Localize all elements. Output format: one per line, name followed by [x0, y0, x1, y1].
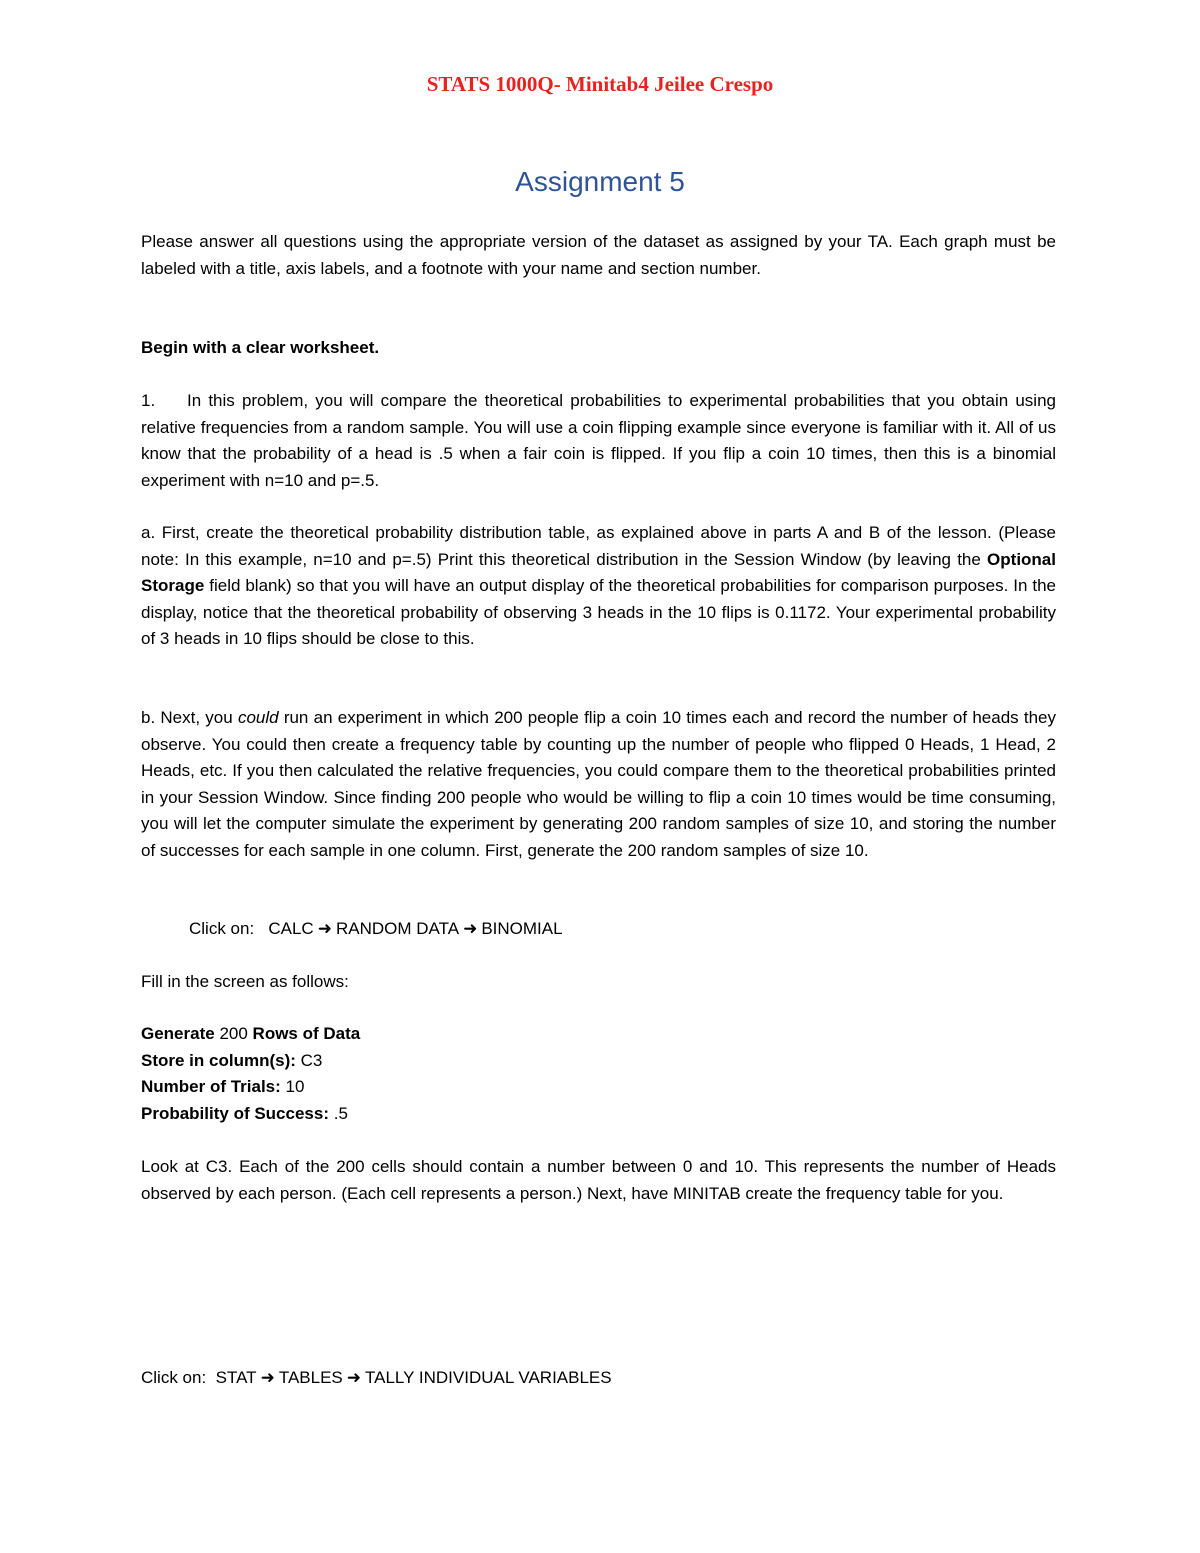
optional-storage-term: Optional Storage	[141, 549, 1056, 595]
intro-paragraph: Please answer all questions using the appropriate version of the dataset as assigned by your TA. Each graph must be labeled with a title, axis labels, and a footnote with your name and section number.	[141, 232, 1056, 278]
click-instruction-calc	[141, 916, 1056, 943]
part-a-text-2: field blank) so that you will have an output display of the theoretical probabilities for comparison purposes. In the display, notice that the theoretical probability of observing 3 heads in the 10 flips is 0.1172. Your experimental probability of 3 heads in 10 flips should be close to this.	[141, 576, 1056, 648]
menu-tables: TABLES	[278, 1368, 343, 1387]
part-b-text-1: b. Next, you	[141, 708, 238, 727]
assignment-title: Assignment 5	[515, 166, 685, 197]
field-store-column: Store in column(s): C3	[141, 1050, 323, 1070]
part-b-text-2: run an experiment in which 200 people flip a coin 10 times each and record the number of heads they observe. You could then create a frequency table by counting up the number of people who flipped 0 Heads, 1 Head, 2 Heads, etc. If you then calculated the relative frequencies, you could compare them to the theoretical probabilities printed in your Session Window. Since finding 200 people who would be willing to flip a coin 10 times would be time consuming, you will let the computer simulate the experiment by generating 200 random samples of size 10, and storing the number of successes for each sample in one column. First, generate the 200 random samples of size 10.	[141, 708, 1057, 860]
arrow-icon: ➜	[346, 1368, 362, 1387]
look-paragraph: Look at C3. Each of the 200 cells should contain a number between 0 and 10. This represents the number of Heads observed by each person. (Each cell represents a person.) Next, have MINITAB create the frequency table for you.	[141, 1157, 1056, 1203]
part-b-paragraph	[141, 705, 1056, 864]
menu-random-data: RANDOM DATA	[335, 919, 460, 938]
question-1-number: 1.	[141, 391, 156, 410]
part-a-paragraph	[141, 520, 1056, 653]
menu-calc: CALC	[268, 919, 314, 938]
field-probability-of-success: Probability of Success: .5	[141, 1103, 348, 1123]
could-emphasis: could	[237, 708, 279, 727]
click-label: Click on:	[189, 919, 255, 938]
click-label: Click on:	[141, 1368, 207, 1387]
arrow-icon: ➜	[463, 919, 478, 938]
menu-tally-individual-variables: TALLY INDIVIDUAL VARIABLES	[365, 1368, 612, 1387]
question-1-text: In this problem, you will compare the theoretical probabilities to experimental probabilities that you obtain using relative frequencies from a random sample. You will use a coin flipping example since everyone is familiar with it. All of us know that the probability of a head is .5 when a fair coin is flipped. If you flip a coin 10 times, then this is a binomial experiment with n=10 and p=.5.	[141, 391, 1056, 490]
field-number-of-trials: Number of Trials: 10	[141, 1077, 305, 1096]
arrow-icon: ➜	[260, 1368, 275, 1387]
document-header: STATS 1000Q- Minitab4 Jeilee Crespo	[426, 72, 774, 96]
begin-instruction: Begin with a clear worksheet.	[141, 338, 380, 357]
part-a-text-1: a. First, create the theoretical probability distribution table, as explained above in parts A and B of the lesson. (Please note: In this example, n=10 and p=.5) Print this theoretical distribution in the Session Window (by leaving the	[141, 523, 1056, 569]
menu-binomial: BINOMIAL	[481, 919, 563, 938]
arrow-icon: ➜	[317, 919, 332, 938]
menu-stat: STAT	[215, 1368, 257, 1387]
fill-instruction: Fill in the screen as follows:	[141, 972, 349, 991]
dialog-fields	[141, 1021, 1056, 1127]
field-generate: Generate 200 Rows of Data	[141, 1024, 361, 1043]
click-instruction-stat	[141, 1365, 1056, 1392]
question-1	[141, 388, 1056, 494]
